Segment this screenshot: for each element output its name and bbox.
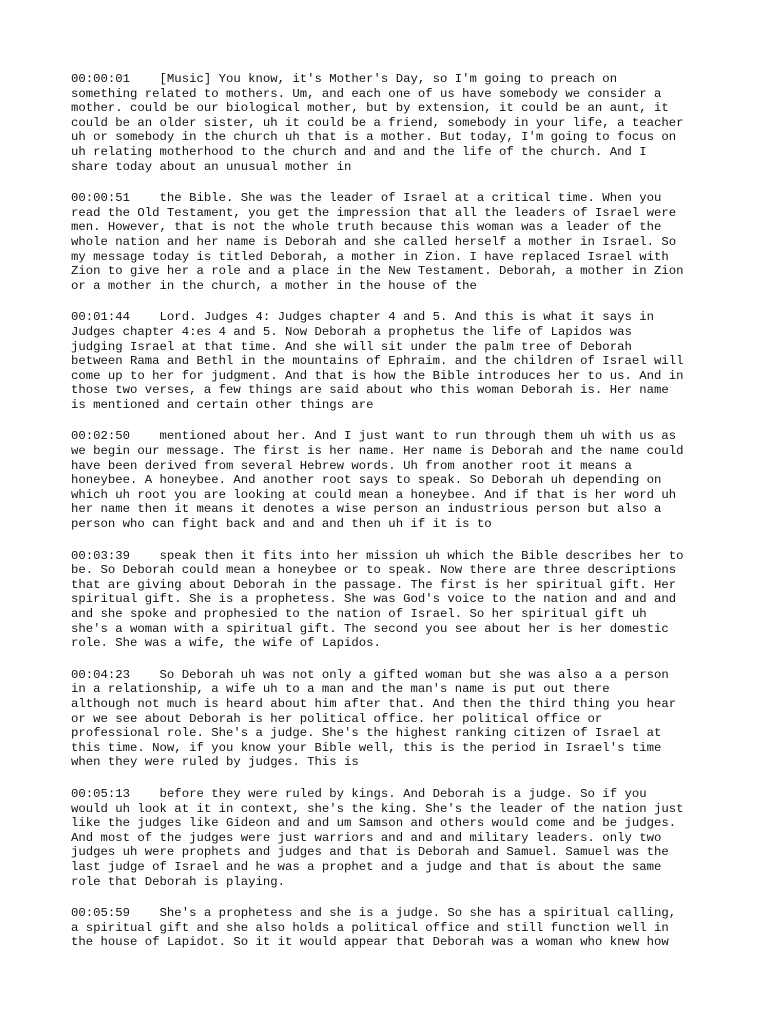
transcript-paragraph: 00:05:59 She's a prophetess and she is a judge. So she has a spiritual calling, a spiritual gift and she also holds a political office and still function well in the house of Lapidot. So it it would appear that Deborah was a woman who knew how bbox=[71, 906, 677, 950]
transcript-paragraph: 00:04:23 So Deborah uh was not only a gifted woman but she was also a a person in a relationship, a wife uh to a man and the man's name is put out there although not much is heard about him after that. And then the third thing you hear or we see about Deborah is her political office. her political office or professional role. She's a judge. She's the highest ranking citizen of Israel at this time. Now, if you know your Bible well, this is the period in Israel's time when they were ruled by judges. This is bbox=[71, 667, 677, 770]
transcript-page bbox=[71, 72, 721, 967]
transcript-paragraph: 00:03:39 speak then it fits into her mission uh which the Bible describes her to be. So Deborah could mean a honeybee or to speak. Now there are three descriptions that are giving about Deborah in the passage. The first is her spiritual gift. Her spiritual gift. She is a prophetess. She was God's voice to the nation and and and and she spoke and prophesied to the nation of Israel. So her spiritual gift uh she's a woman with a spiritual gift. The second you see about her is her domestic role. She was a wife, the wife of Lapidos. bbox=[71, 548, 684, 651]
transcript-paragraph: 00:02:50 mentioned about her. And I just want to run through them uh with us as we begin our message. The first is her name. Her name is Deborah and the name could have been derived from several Hebrew words. Uh from another root it means a honeybee. A honeybee. And another root says to speak. So Deborah uh depending on which uh root you are looking at could mean a honeybee. And if that is her word uh her name then it means it denotes a wise person an industrious person but also a person who can fight back and and and then uh if it is to bbox=[71, 429, 684, 532]
transcript-paragraph: 00:05:13 before they were ruled by kings. And Deborah is a judge. So if you would uh look at it in context, she's the king. She's the leader of the nation just like the judges like Gideon and and um Samson and others would come and be judges. And most of the judges were just warriors and and and military leaders. only two judges uh were prophets and judges and that is Deborah and Samuel. Samuel was the last judge of Israel and he was a prophet and a judge and that is about the same role that Deborah is playing. bbox=[71, 786, 684, 889]
transcript-paragraph: 00:01:44 Lord. Judges 4: Judges chapter 4 and 5. And this is what it says in Judges chapter 4:es 4 and 5. Now Deborah a prophetus the life of Lapidos was judging Israel at that time. And she will sit under the palm tree of Deborah between Rama and Bethl in the mountains of Ephraim. and the children of Israel will come up to her for judgment. And that is how the Bible introduces her to us. And in those two verses, a few things are said about who this woman Deborah is. Her name is mentioned and certain other things are bbox=[71, 310, 684, 412]
transcript-paragraph: 00:00:51 the Bible. She was the leader of Israel at a critical time. When you read the Old Testament, you get the impression that all the leaders of Israel were men. However, that is not the whole truth because this woman was a leader of the whole nation and her name is Deborah and she called herself a mother in Israel. So my message today is titled Deborah, a mother in Zion. I have replaced Israel with Zion to give her a role and a place in the New Testament. Deborah, a mother in Zion or a mother in the church, a mother in the house of the bbox=[71, 191, 684, 293]
transcript-paragraph: 00:00:01 [Music] You know, it's Mother's Day, so I'm going to preach on something related to mothers. Um, and each one of us have somebody we consider a mother. could be our biological mother, but by extension, it could be an aunt, it could be an older sister, uh it could be a friend, somebody in your life, a teacher uh or somebody in the church uh that is a mother. But today, I'm going to focus on uh relating motherhood to the church and and and the life of the church. And I share today about an unusual mother in bbox=[71, 72, 684, 174]
